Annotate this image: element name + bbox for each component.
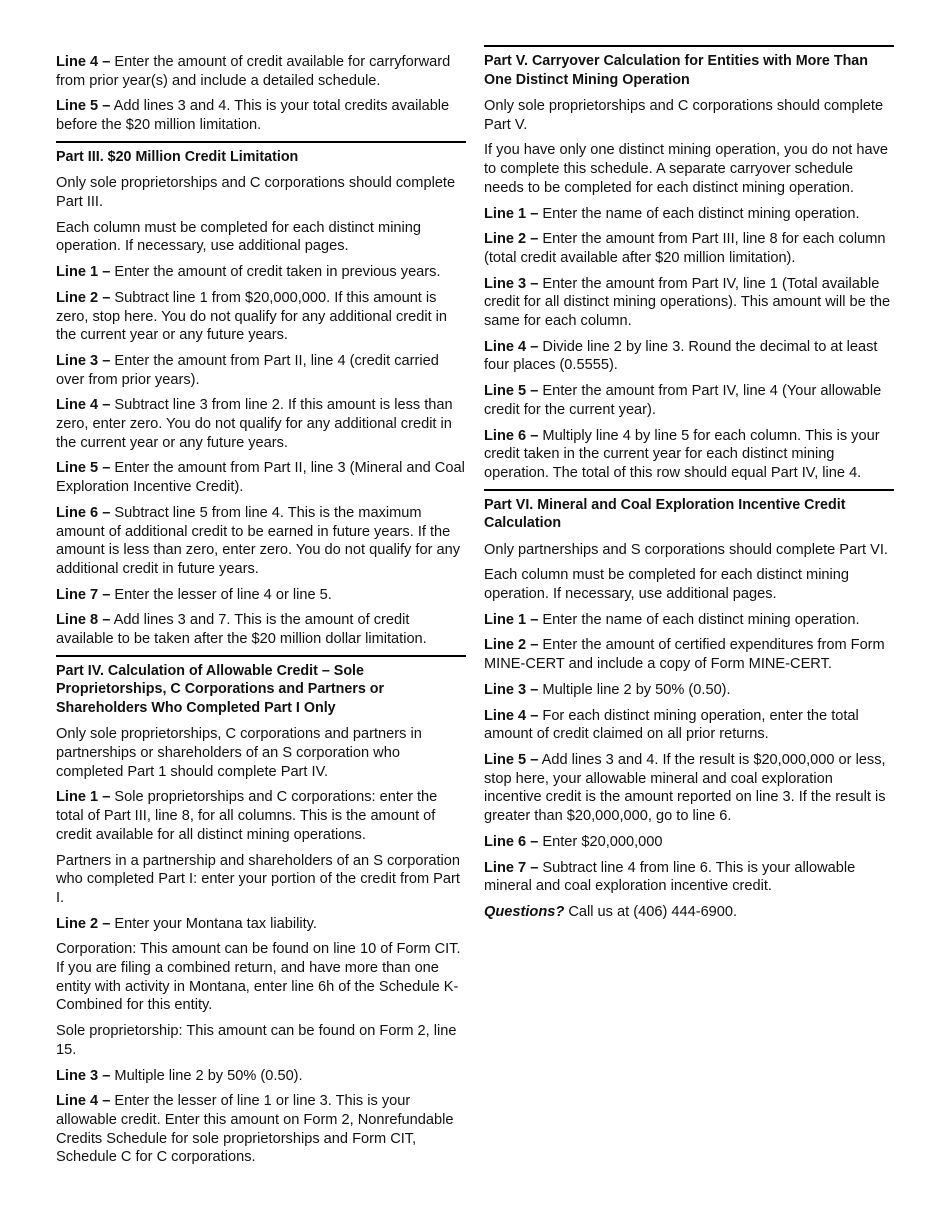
line-text: Sole proprietorships and C corporations: enter the total of Part III, line 8, for all columns. This is the amount of credit available for all distinct mining operations. xyxy=(56,789,438,843)
instruction-line xyxy=(484,427,894,483)
line-text: Enter the name of each distinct mining operation. xyxy=(542,205,860,222)
instruction-line xyxy=(56,611,466,648)
line-text: Subtract line 5 from line 4. This is the maximum amount of additional credit to be earned in future years. If the amount is less than zero, enter zero. You do not qualify for any additional credit in future years. xyxy=(56,504,461,577)
line-label: Line 3 – xyxy=(484,681,539,698)
line-text: Enter the amount from Part II, line 3 (Mineral and Coal Exploration Incentive Credit). xyxy=(56,460,465,496)
line-text: Subtract line 3 from line 2. If this amount is less than zero, enter zero. You do not qualify for any additional credit in the current year or any future years. xyxy=(56,397,453,451)
line-text: For each distinct mining operation, enter the total amount of credit claimed on all prior returns. xyxy=(484,707,859,743)
line-label: Line 1 – xyxy=(56,264,111,281)
instruction-line xyxy=(56,97,466,134)
section-title-part-3: Part III. $20 Million Credit Limitation xyxy=(56,148,299,165)
instruction-note: Corporation: This amount can be found on line 10 of Form CIT. If you are filing a combined return, and have more than one entity with activity in Montana, enter line 6h of the Schedule K-Combined for this entity. xyxy=(56,941,461,1014)
line-label: Line 6 – xyxy=(484,427,539,444)
line-label: Line 1 – xyxy=(484,205,539,222)
instruction-line xyxy=(56,504,466,579)
line-text: Divide line 2 by line 3. Round the decimal to at least four places (0.5555). xyxy=(484,338,878,374)
line-label: Line 4 – xyxy=(56,1093,111,1110)
line-text: Enter the amount from Part IV, line 4 (Your allowable credit for the current year). xyxy=(484,383,882,418)
line-text: Enter your Montana tax liability. xyxy=(114,915,317,932)
instruction-note: Partners in a partnership and shareholders of an S corporation who completed Part I: enter your portion of the credit from Part I. xyxy=(56,852,461,906)
section-intro: If you have only one distinct mining operation, you do not have to complete this schedule. A separate carryover schedule needs to be completed for each distinct mining operation. xyxy=(484,142,889,196)
instruction-line xyxy=(56,396,466,452)
line-text: Add lines 3 and 4. This is your total credits available before the $20 million limitation. xyxy=(56,98,450,134)
instruction-line xyxy=(56,586,466,605)
line-label: Line 4 – xyxy=(56,54,111,70)
line-label: Line 1 – xyxy=(484,611,539,628)
instruction-line xyxy=(56,263,466,282)
line-text: Enter the amount of credit available for carryforward from prior year(s) and include a detailed schedule. xyxy=(56,54,451,89)
line-label: Line 5 – xyxy=(56,460,111,477)
questions-text: Call us at (406) 444-6900. xyxy=(568,903,738,920)
line-text: Enter $20,000,000 xyxy=(542,833,663,850)
instruction-line xyxy=(484,382,894,419)
line-text: Enter the amount of credit taken in previous years. xyxy=(114,264,441,281)
line-label: Line 4 – xyxy=(56,397,111,414)
line-text: Add lines 3 and 7. This is the amount of credit available to be taken after the $20 million dollar limitation. xyxy=(56,612,427,648)
line-text: Enter the amount from Part II, line 4 (credit carried over from prior years). xyxy=(56,352,439,388)
line-text: Enter the amount from Part IV, line 1 (Total available credit for all distinct mining operations). This amount will be the same for each column. xyxy=(484,275,891,330)
line-text: Multiple line 2 by 50% (0.50). xyxy=(542,681,731,698)
line-label: Line 2 – xyxy=(56,289,111,306)
section-intro: Each column must be completed for each distinct mining operation. If necessary, use additional pages. xyxy=(484,567,850,603)
line-label: Line 5 – xyxy=(56,98,111,115)
instruction-line xyxy=(484,859,894,896)
line-label: Line 7 – xyxy=(484,859,539,876)
instruction-line xyxy=(56,289,466,345)
line-label: Line 2 – xyxy=(56,915,111,932)
instruction-line xyxy=(56,1067,466,1086)
instruction-line xyxy=(56,53,466,90)
line-label: Line 3 – xyxy=(484,275,539,292)
line-text: Enter the name of each distinct mining operation. xyxy=(542,611,860,628)
section-intro: Only sole proprietorships, C corporations and partners in partnerships or shareholders of an S corporation who completed Part 1 should complete Part IV. xyxy=(56,726,422,780)
line-text: Enter the amount from Part III, line 8 for each column (total credit available after $20 million limitation). xyxy=(484,231,886,266)
instruction-line xyxy=(484,275,894,331)
line-label: Line 2 – xyxy=(484,637,539,654)
line-label: Line 5 – xyxy=(484,383,539,400)
section-title-part-5: Part V. Carryover Calculation for Entities with More Than One Distinct Mining Operation xyxy=(484,53,868,88)
section-intro: Each column must be completed for each distinct mining operation. If necessary, use additional pages. xyxy=(56,219,422,255)
instruction-line xyxy=(56,459,466,496)
section-intro: Only sole proprietorships and C corporations should complete Part III. xyxy=(56,175,456,211)
line-label: Line 8 – xyxy=(56,612,111,629)
line-label: Line 4 – xyxy=(484,338,539,355)
line-text: Enter the lesser of line 1 or line 3. This is your allowable credit. Enter this amount on Form 2, Nonrefundable Credits Schedule for sole proprietorships and Form CIT, Schedule C for C corporations. xyxy=(56,1093,454,1166)
section-title-part-6: Part VI. Mineral and Coal Exploration Incentive Credit Calculation xyxy=(484,496,846,532)
line-label: Line 3 – xyxy=(56,1067,111,1084)
instruction-line xyxy=(484,833,894,852)
line-text: Add lines 3 and 4. If the result is $20,000,000 or less, stop here, your allowable mineral and coal exploration incentive credit is the amount reported on line 3. If the result is greater than $20,000,000, go to line 6. xyxy=(484,751,886,825)
line-text: Enter the lesser of line 4 or line 5. xyxy=(114,586,332,603)
line-label: Line 2 – xyxy=(484,231,539,248)
instruction-line xyxy=(484,751,894,826)
instruction-line xyxy=(56,352,466,389)
instruction-line xyxy=(484,636,894,673)
instruction-line xyxy=(484,205,894,224)
line-text: Enter the amount of certified expenditures from Form MINE-CERT and include a copy of Form MINE-CERT. xyxy=(484,637,885,673)
line-label: Line 5 – xyxy=(484,751,539,768)
instruction-line xyxy=(484,230,894,267)
section-intro: Only partnerships and S corporations should complete Part VI. xyxy=(484,541,888,558)
questions-contact xyxy=(484,903,894,922)
instruction-line xyxy=(484,681,894,700)
left-column xyxy=(56,0,466,1167)
instruction-line xyxy=(56,915,466,934)
line-text: Subtract line 4 from line 6. This is your allowable mineral and coal exploration incentive credit. xyxy=(484,859,856,895)
line-text: Multiply line 4 by line 5 for each column. This is your credit taken in the current year for each distinct mining operation. The total of this row should equal Part IV, line 4. xyxy=(484,427,880,481)
line-text: Subtract line 1 from $20,000,000. If this amount is zero, stop here. You do not qualify for any additional credit in the current year or any future years. xyxy=(56,289,448,344)
questions-label: Questions? xyxy=(484,903,565,920)
section-title-part-4: Part IV. Calculation of Allowable Credit – Sole Proprietorships, C Corporations and Partners or Shareholders Who Completed Part I Only xyxy=(56,662,385,716)
line-label: Line 1 – xyxy=(56,789,111,806)
line-label: Line 6 – xyxy=(484,833,539,850)
instruction-line xyxy=(484,338,894,375)
instruction-line xyxy=(484,611,894,630)
section-intro: Only sole proprietorships and C corporations should complete Part V. xyxy=(484,98,884,133)
line-label: Line 4 – xyxy=(484,707,539,724)
instruction-line xyxy=(56,1092,466,1167)
right-column xyxy=(484,0,894,922)
instruction-note: Sole proprietorship: This amount can be found on Form 2, line 15. xyxy=(56,1023,457,1058)
line-label: Line 3 – xyxy=(56,352,111,369)
instruction-line xyxy=(484,707,894,744)
line-label: Line 6 – xyxy=(56,504,111,521)
line-text: Multiple line 2 by 50% (0.50). xyxy=(114,1067,303,1084)
instruction-line xyxy=(56,788,466,844)
line-label: Line 7 – xyxy=(56,586,111,603)
